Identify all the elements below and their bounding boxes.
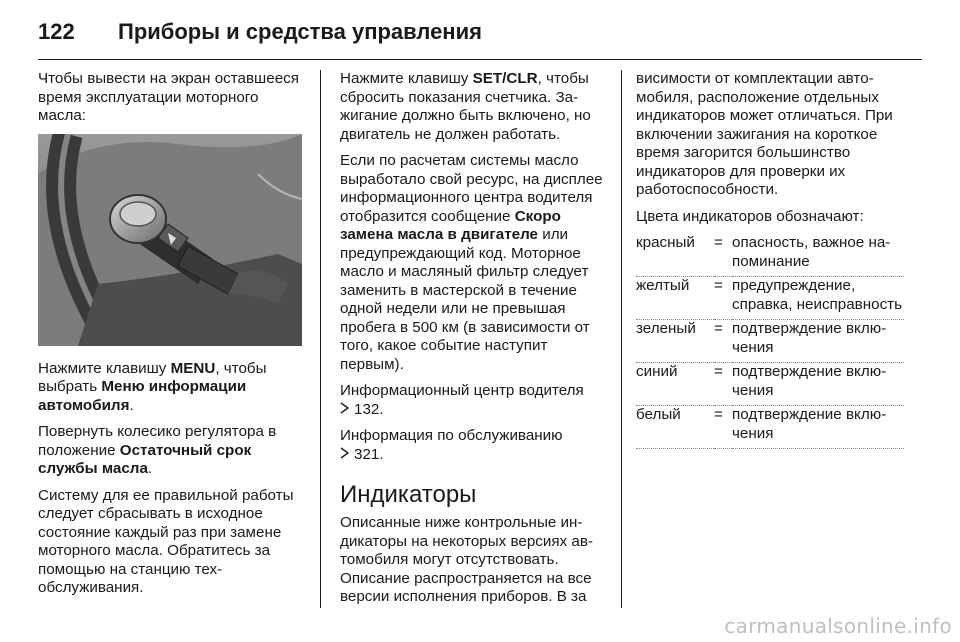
- paragraph: Описанные ниже контрольные индикаторы на некоторых версиях автомобиля могут отсутствовать. Описание распространяется на все версии исполнения приборов. В за: [340, 514, 593, 605]
- table-row: [636, 363, 904, 406]
- paragraph: Информационный центр водителя 132.: [340, 382, 584, 418]
- page-reference[interactable]: 321.: [340, 446, 384, 463]
- column-3: [636, 70, 904, 449]
- watermark: carmanualsonline.info: [724, 614, 952, 638]
- column-divider: [320, 70, 321, 608]
- indicator-colors-table: [636, 234, 904, 449]
- column-divider: [621, 70, 622, 608]
- page-reference[interactable]: 132.: [340, 401, 384, 418]
- equals-sign: =: [714, 406, 732, 449]
- paragraph: Нажмите клавишу SET/CLR, чтобы сбросить показания счетчика. Зажигание должно быть включено, но двигатель не должен работать.: [340, 70, 591, 143]
- color-meaning: опасность, важное напоминание: [732, 234, 904, 277]
- color-meaning: подтверждение включения: [732, 320, 904, 363]
- menu-item-label: Меню информации автомобиля: [38, 378, 247, 414]
- table-row: [636, 406, 904, 449]
- color-meaning: предупреждение, справка, неисправность: [732, 277, 904, 320]
- section-heading: Индикаторы: [340, 481, 477, 508]
- menu-item-label: Остаточный срок службы масла: [38, 441, 252, 477]
- paragraph: Нажмите клавишу MENU, чтобы выбрать Меню информации автомобиля.: [38, 359, 267, 414]
- color-name: синий: [636, 363, 714, 406]
- color-meaning: подтверждение включения: [732, 406, 904, 449]
- paragraph: Цвета индикаторов обозначают:: [636, 207, 864, 225]
- display-message: Скоро замена масла в двигателе: [340, 207, 561, 243]
- equals-sign: =: [714, 234, 732, 277]
- equals-sign: =: [714, 277, 732, 320]
- paragraph: Повернуть колесико регулятора в положение Остаточный срок службы масла.: [38, 423, 277, 477]
- color-name: белый: [636, 406, 714, 449]
- paragraph: Систему для ее правильной работы следует сбрасывать в исходное состояние каждый раз при замене моторного масла. Обратитесь за помощью на станцию техобслуживания.: [38, 486, 294, 596]
- paragraph: Чтобы вывести на экран оставшееся время эксплуатации моторного масла:: [38, 70, 299, 124]
- menu-key-label: MENU: [170, 359, 216, 377]
- column-1: [38, 70, 302, 606]
- column-2: [340, 70, 606, 615]
- table-row: [636, 234, 904, 277]
- paragraph: Информация по обслуживанию 321.: [340, 427, 563, 463]
- page-number: 122: [38, 19, 75, 44]
- color-name: красный: [636, 234, 714, 277]
- page-header: [38, 14, 482, 50]
- set-clr-key-label: SET/CLR: [472, 70, 538, 87]
- paragraph: висимости от комплектации автомобиля, расположение отдельных индикаторов может отличаться. При включении зажигания на короткое время загорится большинство индикаторов для проверки их работоспособности.: [636, 70, 893, 198]
- steering-column-stalk-photo: [38, 134, 302, 346]
- table-row: [636, 277, 904, 320]
- header-divider: [38, 59, 922, 60]
- paragraph: Если по расчетам системы масло выработало свой ресурс, на дисплее информационного центра водителя отобразится сообщение Скоро замена масла в двигателе или предупреждающий код. Моторное масло и масляный фильтр следует заменить в мастерской в течение одной недели или не превышая пробега в 500 км (в зависимости от того, какое событие наступит первым).: [340, 152, 603, 373]
- equals-sign: =: [714, 320, 732, 363]
- color-meaning: подтверждение включения: [732, 363, 904, 406]
- table-row: [636, 320, 904, 363]
- page-reference-icon: [340, 401, 350, 420]
- color-name: зеленый: [636, 320, 714, 363]
- page-title: Приборы и средства управления: [118, 19, 482, 44]
- color-name: желтый: [636, 277, 714, 320]
- equals-sign: =: [714, 363, 732, 406]
- page-reference-icon: [340, 446, 350, 465]
